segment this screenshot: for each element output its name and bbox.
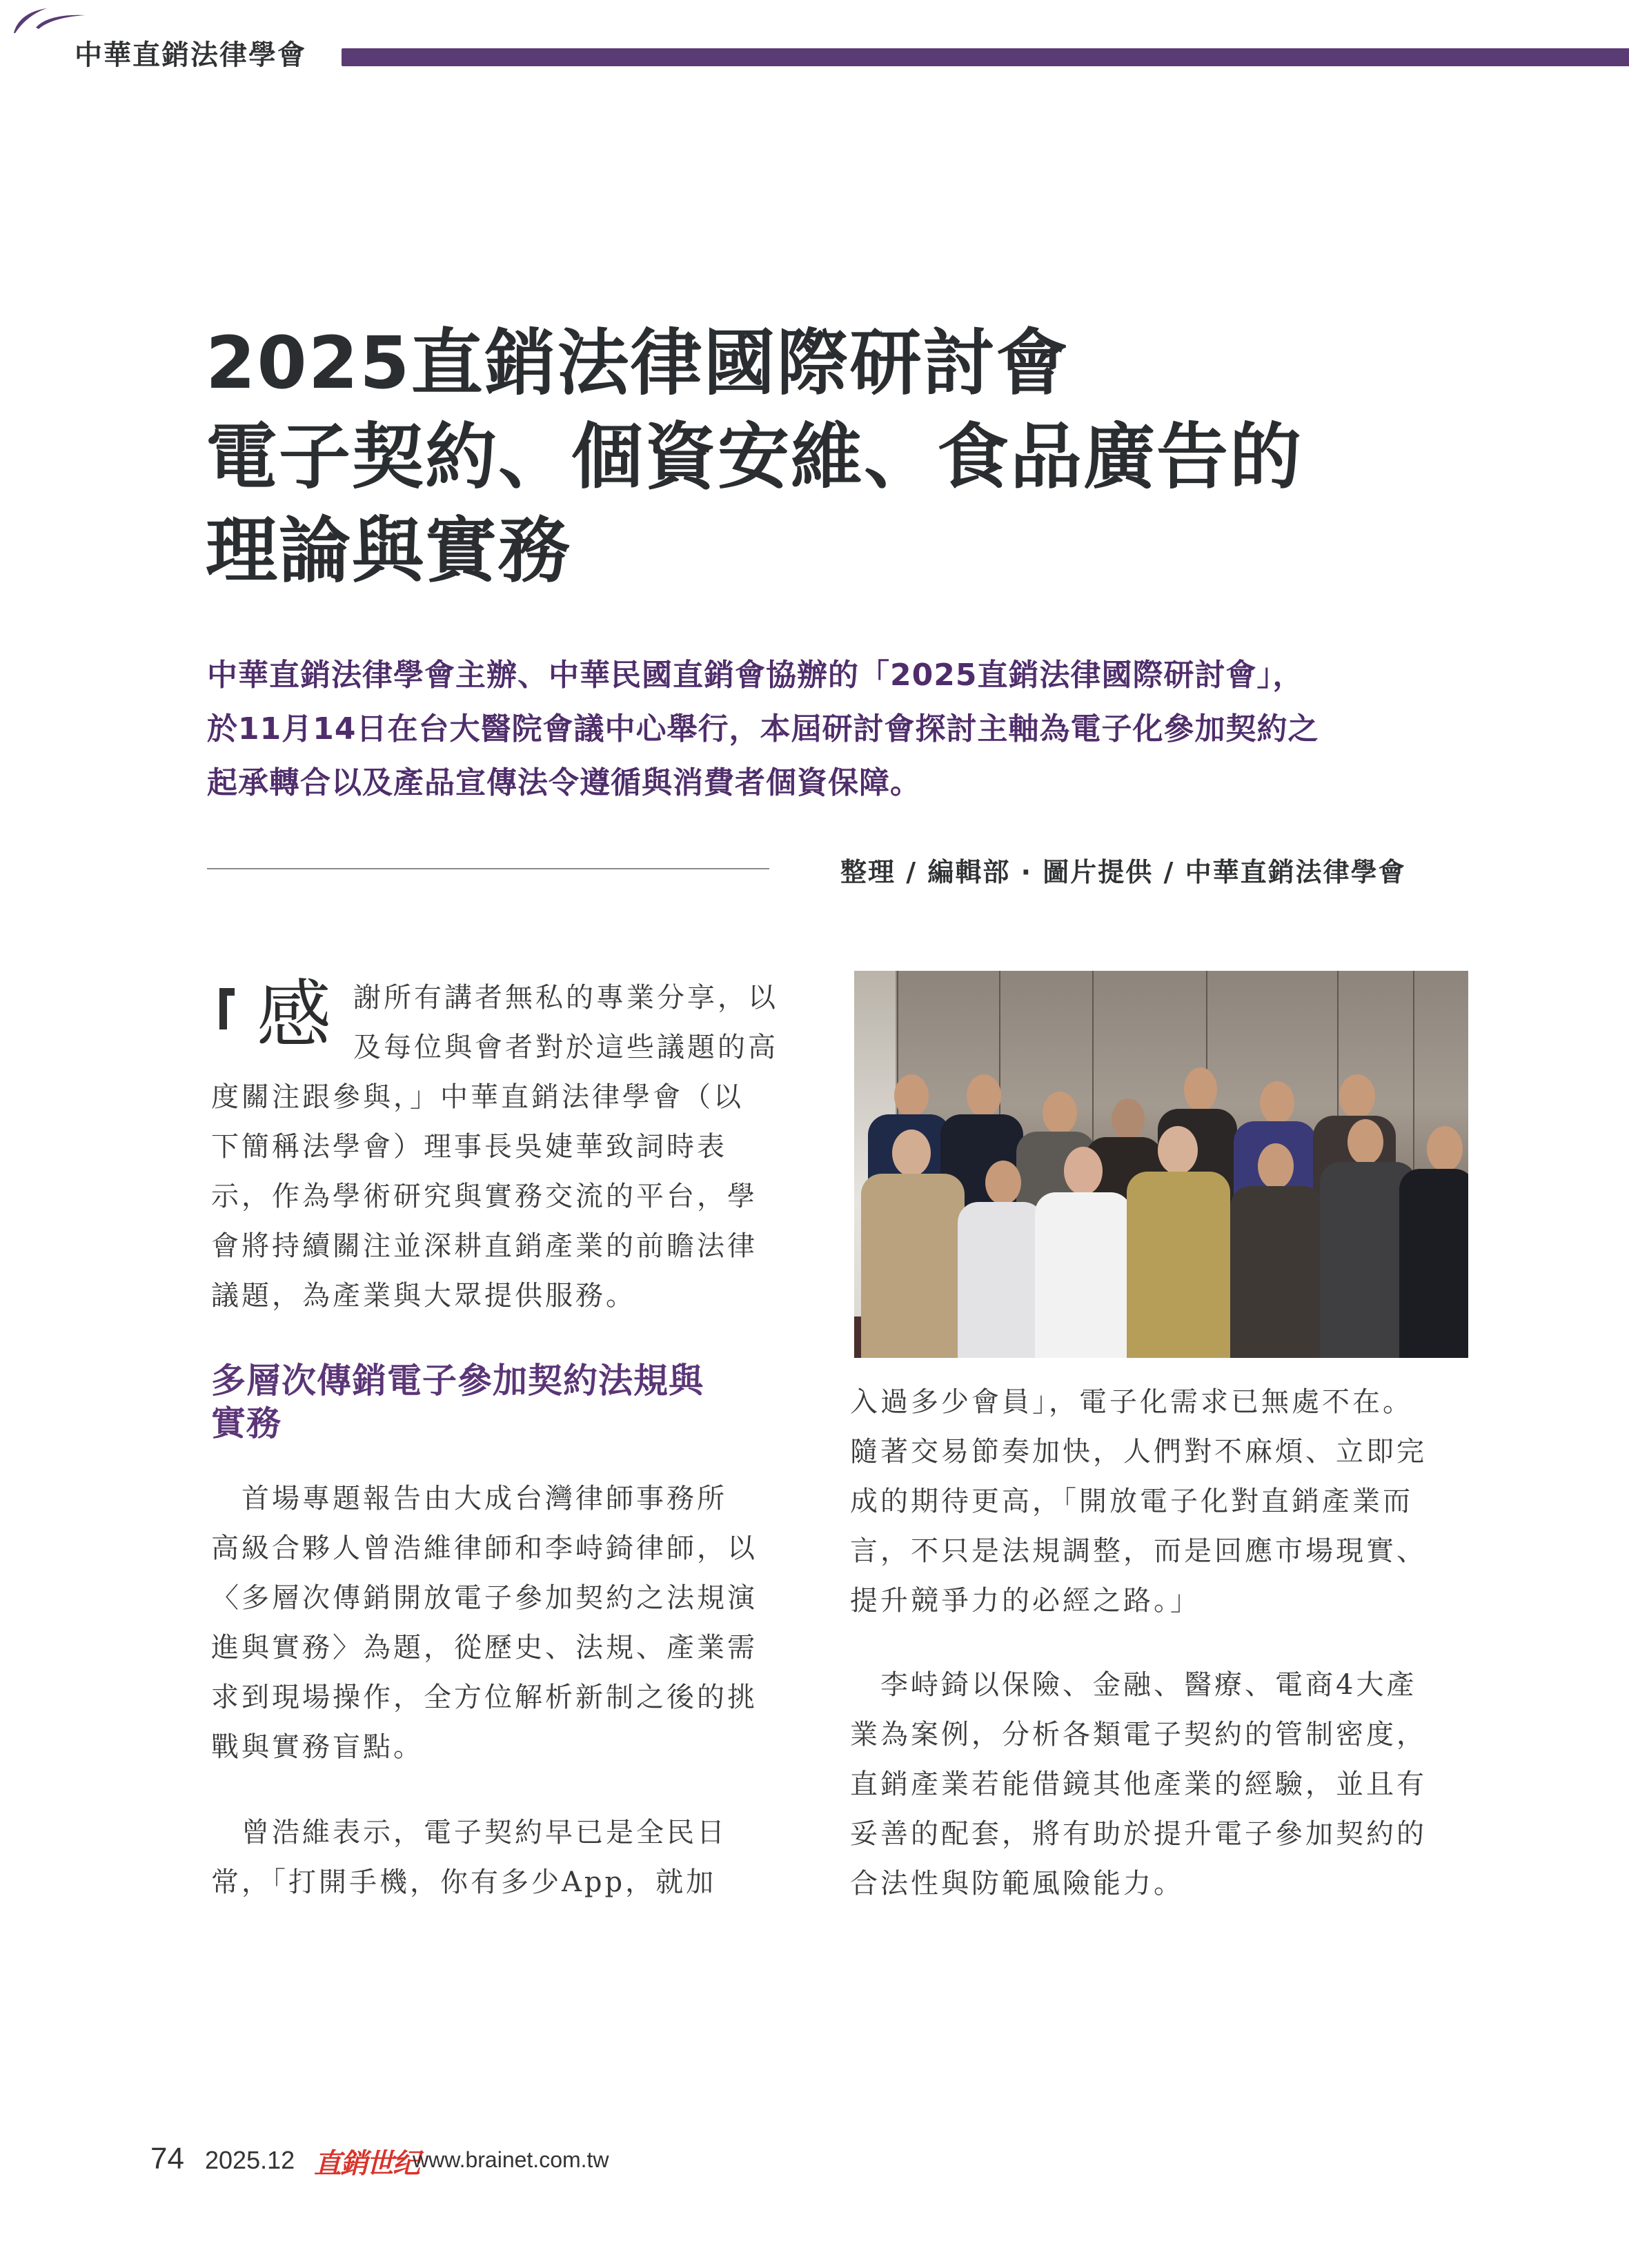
section-subheading	[211, 1359, 804, 1445]
text-line: 會將持續關注並深耕直銷產業的前瞻法律	[211, 1230, 758, 1262]
text-line: 議題，為產業與大眾提供服務。	[211, 1280, 636, 1312]
text-line: 言，不只是法規調整，而是回應市場現實、	[850, 1535, 1427, 1567]
text-line: 戰與實務盲點。	[211, 1731, 424, 1763]
text-line: 高級合夥人曾浩維律師和李峙錡律師，以	[211, 1532, 758, 1564]
deck-line: 起承轉合以及產品宣傳法令遵循與消費者個資保障。	[207, 765, 921, 800]
website-url[interactable]: www.brainet.com.tw	[413, 2147, 609, 2172]
page-number: 74	[150, 2142, 184, 2176]
text-line: 李峙錡以保險、金融、醫療、電商4大產	[850, 1669, 1417, 1701]
text-line: 提升競爭力的必經之路。」	[850, 1585, 1201, 1617]
logo-swoosh-icon	[0, 0, 97, 41]
text-line: 及每位與會者對於這些議題的高	[353, 1032, 778, 1063]
text-line: 示，作為學術研究與實務交流的平台，學	[211, 1181, 758, 1212]
text-line: 進與實務〉為題，從歷史、法規、產業需	[211, 1632, 758, 1664]
text-line: 妥善的配套，將有助於提升電子參加契約的	[850, 1818, 1427, 1850]
deck-line: 中華直銷法律學會主辦、中華民國直銷會協辦的「2025直銷法律國際研討會」，	[207, 658, 1304, 693]
text-line: 求到現場操作，全方位解析新制之後的挑	[211, 1682, 758, 1713]
text-line: 下簡稱法學會）理事長吳婕華致詞時表	[211, 1131, 727, 1163]
text-line: 成的期待更高，「開放電子化對直銷產業而	[850, 1486, 1413, 1517]
title-line: 電子契約、個資安維、食品廣告的	[206, 415, 1303, 499]
article-deck	[207, 649, 1470, 810]
dropcap-quote-mark	[219, 988, 235, 1029]
text-line: 常，「打開手機，你有多少App，就加	[211, 1866, 717, 1898]
text-line: 謝所有講者無私的專業分享，以	[353, 982, 778, 1014]
article-title	[206, 316, 1517, 598]
title-line: 理論與實務	[206, 509, 572, 593]
text-line: 入過多少會員」，電子化需求已無處不在。	[850, 1386, 1413, 1418]
text-line: 〈多層次傳銷開放電子參加契約之法規演	[211, 1582, 758, 1614]
text-line: 直銷產業若能借鏡其他產業的經驗，並且有	[850, 1768, 1427, 1800]
byline: 整理 / 編輯部 · 圖片提供 / 中華直銷法律學會	[840, 857, 1406, 887]
text-line: 合法性與防範風險能力。	[850, 1868, 1184, 1900]
subheading-line: 實務	[211, 1403, 282, 1443]
subheading-line: 多層次傳銷電子參加契約法規與	[211, 1361, 704, 1401]
section-label: 中華直銷法律學會	[75, 39, 306, 71]
paragraph-keynote	[211, 1474, 794, 1772]
paragraph-tseng	[211, 1808, 794, 1907]
text-line: 隨著交易節奏加快，人們對不麻煩、立即完	[850, 1436, 1427, 1468]
intro-paragraph	[211, 1072, 794, 1321]
title-line: 2025直銷法律國際研討會	[206, 321, 1069, 405]
text-line: 業為案例，分析各類電子契約的管制密度，	[850, 1719, 1427, 1751]
intro-paragraph-wrapped	[353, 973, 795, 1072]
text-line: 曾浩維表示，電子契約早已是全民日	[211, 1817, 727, 1848]
deck-line: 於11月14日在台大醫院會議中心舉行，本屆研討會探討主軸為電子化參加契約之	[207, 711, 1319, 747]
text-line: 度關注跟參與，」中華直銷法律學會（以	[211, 1081, 744, 1113]
magazine-logo: 直銷世纪	[314, 2147, 419, 2180]
paragraph-tseng-continued	[850, 1377, 1471, 1626]
byline-divider	[207, 868, 769, 869]
group-photo	[854, 971, 1468, 1358]
paragraph-li	[850, 1660, 1471, 1909]
dropcap: 感	[257, 972, 332, 1058]
issue-date: 2025.12	[205, 2146, 295, 2174]
text-line: 首場專題報告由大成台灣律師事務所	[211, 1483, 727, 1515]
header-accent-bar	[342, 48, 1629, 66]
